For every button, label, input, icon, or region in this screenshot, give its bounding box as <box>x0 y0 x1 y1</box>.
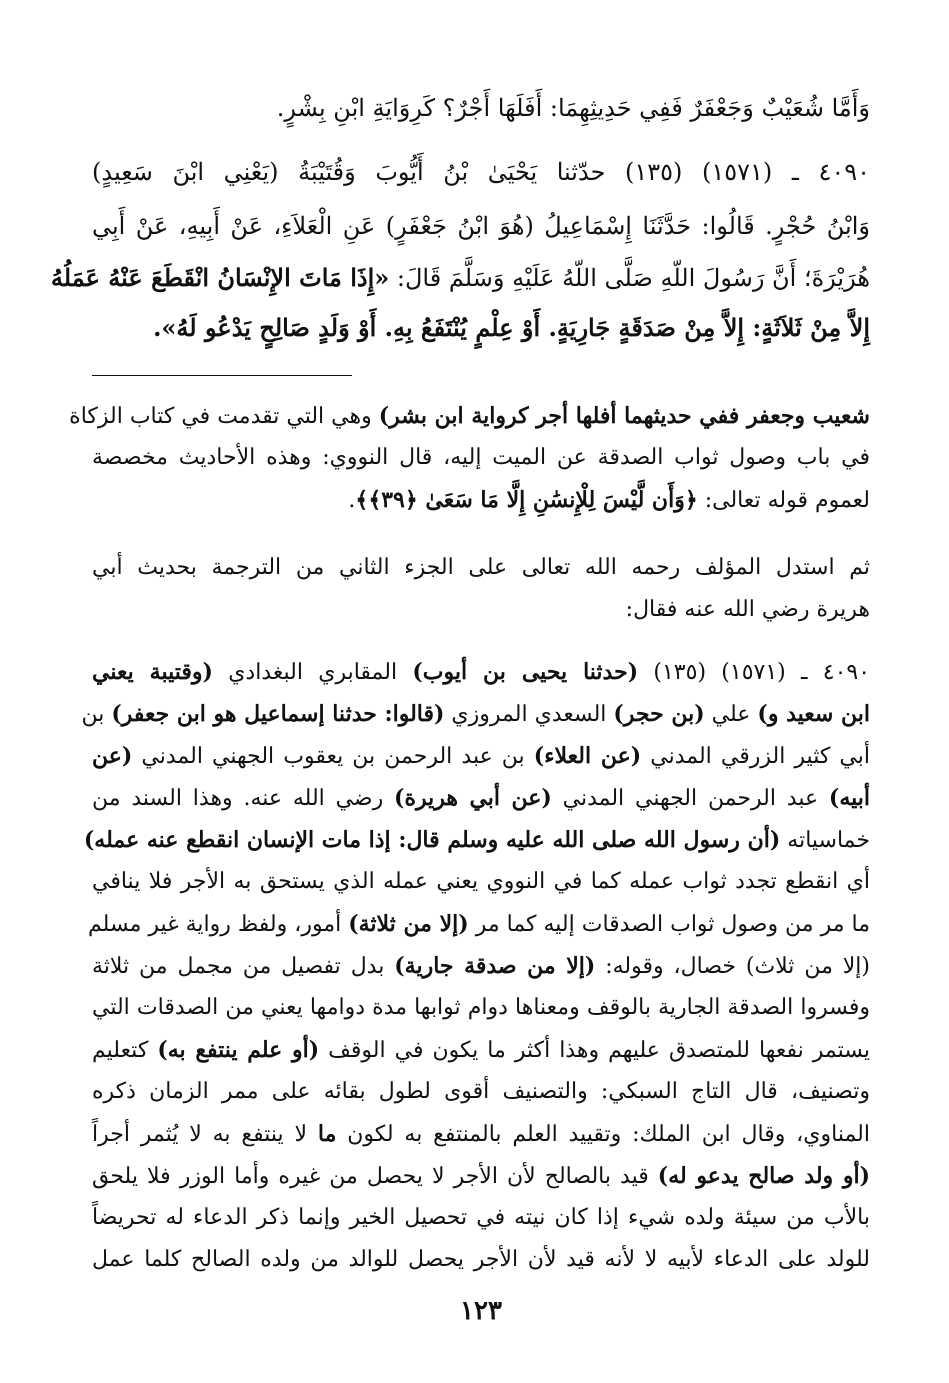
text-line: هريرة رضي الله عنه فقال: <box>625 597 870 622</box>
text-span: (عن العلاء) <box>533 743 642 769</box>
text-span: خماسياته <box>780 828 870 853</box>
text-line <box>83 820 870 860</box>
text-line <box>69 396 870 436</box>
text-span: (حدثنا يحيى بن أيوب) <box>412 659 639 685</box>
text-line <box>81 694 870 734</box>
text-span: (عن أبي هريرة) <box>394 785 552 811</box>
text-span: ما مر من وصول ثواب الصدقات إليه كما مر <box>468 912 870 937</box>
page-number: ١٢٣ <box>460 1296 502 1326</box>
text-span: لعموم قوله تعالى: <box>697 488 870 513</box>
text-span: رضي الله عنه. وهذا السند من <box>92 786 395 811</box>
text-span: أبي كثير الزرقي المدني <box>641 744 870 769</box>
text-span: (أن رسول الله صلى الله عليه وسلم قال: إذا مات الإنسان انقطع عنه عمله) <box>83 827 781 853</box>
text-line <box>92 946 870 986</box>
text-span: شعيب وجعفر ففي حديثهما أفلها أجر كرواية ابن بشر) <box>378 403 870 429</box>
text-span: بن عبد الرحمن بن يعقوب الجهني المدني <box>132 744 534 769</box>
text-line <box>88 904 870 944</box>
text-line <box>92 778 870 818</box>
text-line: بالأب من سيئة ولده شيء إذا كان نيته في تحصيل الخير وإنما ذكر الدعاء له تحريضاً <box>92 1205 870 1230</box>
text-span: وهي التي تقدمت في كتاب الزكاة <box>69 404 379 429</box>
text-span: هُرَيْرَةَ؛ أَنَّ رَسُولَ اللّهِ صَلَّى اللّهُ عَلَيْهِ وَسَلَّمَ قَالَ: <box>389 264 870 292</box>
text-line <box>92 480 870 520</box>
text-span: (أو علم ينتفع به) <box>157 1037 320 1063</box>
text-line: وتصنيف، قال التاج السبكي: والتصنيف أقوى لطول بقائه على ممر الزمان ذكره <box>92 1079 870 1104</box>
text-span: بدل تفصيل من مجمل من ثلاثة <box>92 954 395 979</box>
text-line: في باب وصول ثواب الصدقة عن الميت إليه، قال النووي: وهذه الأحاديث مخصصة <box>92 445 870 470</box>
text-line <box>92 736 870 776</box>
text-line: ثم استدل المؤلف رحمه الله تعالى على الجزء الثاني من الترجمة بحديث أبي <box>92 555 870 580</box>
text-line <box>92 1030 870 1070</box>
footnote-divider <box>92 375 352 376</box>
text-span: ٤٠٩٠ ـ (١٥٧١) (١٣٥) <box>638 660 871 685</box>
text-span: (أو ولد صالح يدعو له) <box>657 1163 871 1189</box>
text-span: قيد بالصالح لأن الأجر لا يحصل من غيره وأما الوزر فلا يلحق <box>92 1164 658 1189</box>
text-span: بن <box>81 702 112 727</box>
text-span: (بن حجر) <box>613 701 705 727</box>
text-span: (إلا من صدقة جارية) <box>394 953 596 979</box>
text-span: لا ينتفع به لا يُثمر أجراً <box>92 1122 318 1147</box>
text-line: للولد على الدعاء لأبيه لا لأنه قيد لأن الأجر يحصل للوالد من ولده الصالح كلما عمل <box>92 1247 870 1272</box>
text-span: السعدي المروزي <box>444 702 614 727</box>
text-span: ما <box>317 1121 337 1147</box>
text-span: أمور، ولفظ رواية غير مسلم <box>88 912 349 937</box>
text-span: . <box>348 488 356 513</box>
text-span: (إلا من ثلاثة) <box>348 911 469 937</box>
text-line <box>92 652 870 692</box>
text-span: علي <box>704 702 758 727</box>
text-line: إِلاَّ مِنْ ثَلاَثَةٍ: إِلاَّ مِنْ صَدَقَةٍ جَارِيَةٍ. أَوْ عِلْمٍ يُنْتَفَعُ بِهِ. أَوْ وَلَدٍ صَالِحٍ يَدْعُو لَهُ». <box>153 313 870 342</box>
text-span: المناوي، وقال ابن الملك: وتقييد العلم بالمنتفع به لكون <box>336 1122 870 1147</box>
text-line: وَأَمَّا شُعَيْبٌ وَجَعْفَرٌ فَفِي حَدِيثِهِمَا: أَفَلَهَا أَجْرٌ؟ كَرِوَايَةِ ابْنِ بِشْرٍ. <box>276 94 870 122</box>
prophetic-saying: «إِذَا مَاتَ الإِنْسَانُ انْقَطَعَ عَنْهُ عَمَلُهُ <box>50 263 390 292</box>
text-span: عبد الرحمن الجهني المدني <box>551 786 829 811</box>
text-span: المقابري البغدادي <box>212 660 413 685</box>
text-span: أبيه) <box>828 785 870 811</box>
text-line <box>92 1156 870 1196</box>
text-span: (وقتيبة يعني <box>92 659 213 685</box>
text-span: يستمر نفعها للمتصدق عليهم وهذا أكثر ما يكون في الوقف <box>319 1038 870 1063</box>
text-span: كتعليم <box>92 1038 158 1063</box>
text-line: أي انقطع تجدد ثواب عمله كما في النووي يعني عمله الذي يستحق به الأجر فلا ينافي <box>92 869 870 894</box>
text-line: وفسروا الصدقة الجارية بالوقف ومعناها دوام ثوابها مدة دوامها يعني من الصدقات التي <box>92 995 870 1020</box>
text-span: (قالوا: حدثنا إسماعيل هو ابن جعفر) <box>111 701 445 727</box>
text-span: ابن سعيد و) <box>757 701 870 727</box>
text-line: وَابْنُ حُجْرٍ. قَالُوا: حَدَّثَنَا إِسْمَاعِيلُ (هُوَ ابْنُ جَعْفَرٍ) عَنِ الْعَلاَءِ، عَنْ أَبِيهِ، عَنْ أَبِي <box>92 212 870 240</box>
text-line: ٤٠٩٠ ـ (١٥٧١) (١٣٥) حدّثنا يَحْيَىٰ بْنُ أَيُّوبَ وَقُتَيْبَةُ (يَعْنِي ابْنَ سَعِيدٍ) <box>92 158 871 186</box>
text-span: (عن <box>92 743 133 769</box>
book-page <box>50 0 871 1383</box>
text-span: (إلا من ثلاث) خصال، وقوله: <box>595 954 870 979</box>
text-line <box>92 1114 870 1154</box>
text-line <box>50 256 870 300</box>
quran-verse: ﴿وَأَن لَّيْسَ لِلْإِنسَٰنِ إِلَّا مَا سَعَىٰ ﴿٣٩﴾﴾ <box>355 487 698 513</box>
